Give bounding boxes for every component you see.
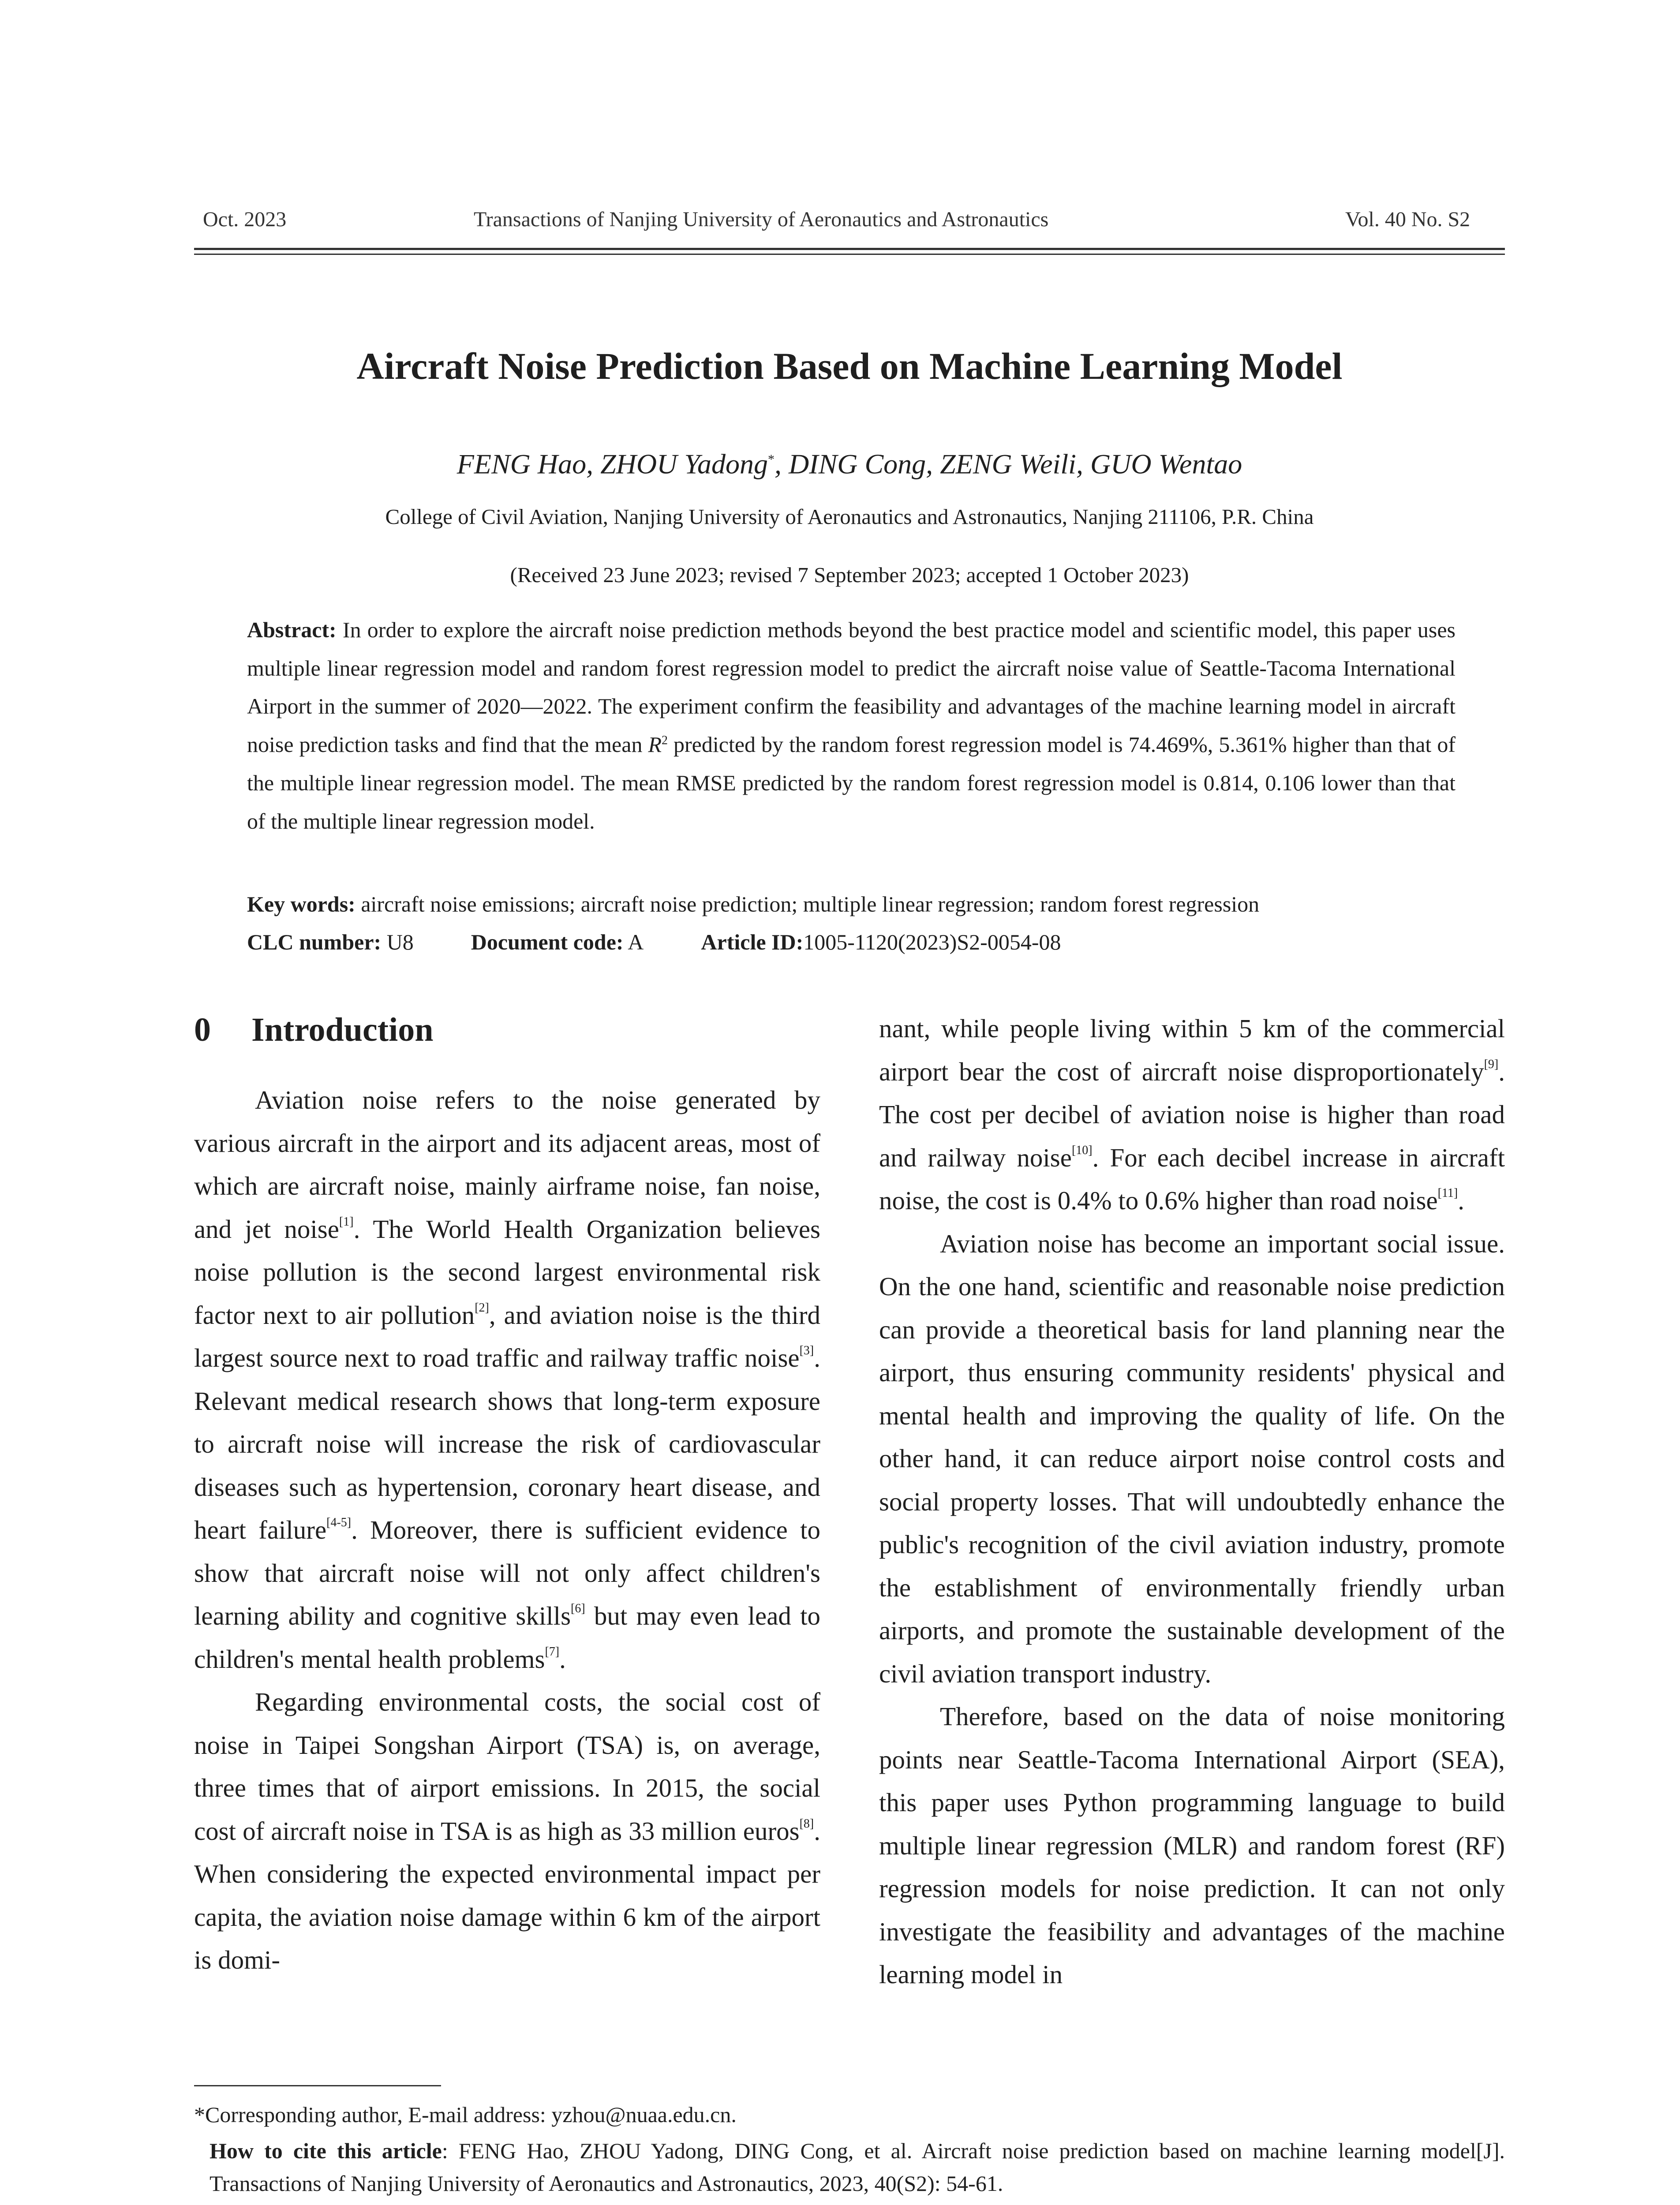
header-rule-thin <box>194 254 1505 255</box>
text-run: . <box>1458 1186 1464 1215</box>
text-run: but may even lead to children's mental health problems <box>194 1601 820 1674</box>
keywords <box>247 886 1456 922</box>
text-run: , and aviation noise is the third largest source next to road traffic and railway traffic noise <box>194 1300 821 1372</box>
classification-line <box>247 924 1456 960</box>
r-squared-symbol: R <box>648 732 662 757</box>
affiliation: College of Civil Aviation, Nanjing University of Aeronautics and Astronautics, Nanjing 211106, P.R. China <box>385 505 1314 529</box>
footnote-rule <box>194 2085 441 2086</box>
citation-ref[interactable]: [7] <box>545 1644 560 1659</box>
abstract-text-2: predicted by the random forest regression model is 74.469%, 5.361% higher than that of the multiple linear regression model. The mean RMSE predicted by the random forest regression model is 0.814, 0.106 lower than that of the multiple linear regression model. <box>247 732 1456 833</box>
keywords-label: Key words: <box>247 892 355 916</box>
author-2: ZHOU Yadong <box>600 448 768 480</box>
text-run: Aviation noise refers to the noise generated by various aircraft in the airport and its adjacent areas, most of which are aircraft noise, mainly airframe noise, fan noise, and jet noise <box>194 1085 820 1244</box>
header-rule-thick <box>194 248 1505 250</box>
paragraph: Therefore, based on the data of noise monitoring points near Seattle-Tacoma International Airport (SEA), this paper uses Python programming language to build multiple linear regression (MLR) and random forest (RF) regression models for noise prediction. It can not only investigate the feasibility and advantages of the machine learning model in <box>879 1702 1505 1989</box>
citation-ref[interactable]: [11] <box>1437 1186 1458 1200</box>
header-date: Oct. 2023 <box>203 208 287 231</box>
cite-text: : FENG Hao, ZHOU Yadong, DING Cong, et al. Aircraft noise prediction based on machine learning model[J]. Transactions of Nanjing University of Aeronautics and Astronautics, 2023, 40(S2): 54-61. <box>210 2138 1505 2196</box>
keywords-text: aircraft noise emissions; aircraft noise prediction; multiple linear regression; random forest regression <box>355 892 1260 916</box>
received-dates: (Received 23 June 2023; revised 7 September 2023; accepted 1 October 2023) <box>510 563 1189 587</box>
citation-ref[interactable]: [9] <box>1484 1057 1499 1071</box>
citation-ref[interactable]: [2] <box>475 1301 489 1315</box>
text-run: . <box>559 1644 566 1674</box>
text-run: . The cost per decibel of aviation noise is higher than road and railway noise <box>879 1057 1505 1172</box>
text-run: . Moreover, there is sufficient evidence to show that aircraft noise will not only affect children's learning ability and cognitive skills <box>194 1515 820 1630</box>
clc-label: CLC number: <box>247 930 382 954</box>
paragraph <box>194 1681 820 1982</box>
paragraph <box>194 1079 820 1681</box>
text-run: . Relevant medical research shows that long-term exposure to aircraft noise will increase the risk of cardiovascular diseases such as hypertension, coronary heart disease, and heart failure <box>194 1343 820 1544</box>
clc-value: U8 <box>381 930 414 954</box>
right-column <box>879 1007 1505 1996</box>
citation-ref[interactable]: [6] <box>571 1602 585 1615</box>
abstract <box>247 611 1456 840</box>
corresponding-mark: * <box>768 452 775 467</box>
header-volume: Vol. 40 No. S2 <box>1345 208 1470 231</box>
text-run: . When considering the expected environmental impact per capita, the aviation noise damage within 6 km of the airport is domi- <box>194 1816 820 1974</box>
abstract-label: Abstract: <box>247 617 337 642</box>
abstract-text-1: In order to explore the aircraft noise prediction methods beyond the best practice model and scientific model, this paper uses multiple linear regression model and random forest regression model to predict the aircraft noise value of Seattle-Tacoma International Airport in the summer of 2020—2022. The experiment confirm the feasibility and advantages of the machine learning model in aircraft noise prediction tasks and find that the mean <box>247 617 1456 757</box>
doc-code-label: Document code: <box>471 930 624 954</box>
author-rest: , DING Cong, ZENG Weili, GUO Wentao <box>775 448 1242 480</box>
text-run: Regarding environmental costs, the social cost of noise in Taipei Songshan Airport (TSA) is, on average, three times that of airport emissions. In 2015, the social cost of aircraft noise in TSA is as high as 33 million euros <box>194 1687 820 1846</box>
citation-ref[interactable]: [8] <box>799 1816 814 1831</box>
header-journal: Transactions of Nanjing University of Aeronautics and Astronautics <box>474 208 1049 231</box>
article-id-label: Article ID: <box>701 930 804 954</box>
corresponding-author-note: *Corresponding author, E-mail address: yzhou@nuaa.edu.cn. <box>194 2102 737 2127</box>
paper-title: Aircraft Noise Prediction Based on Machine Learning Model <box>356 345 1343 387</box>
author-list <box>194 441 1505 482</box>
paragraph <box>879 1007 1505 1222</box>
text-run: . The World Health Organization believes noise pollution is the second largest environmental risk factor next to air pollution <box>194 1214 820 1330</box>
citation-ref[interactable]: [3] <box>799 1344 814 1357</box>
cite-label: How to cite this article <box>210 2138 442 2163</box>
section-heading <box>194 1008 433 1052</box>
section-title: Introduction <box>251 1011 434 1048</box>
citation-ref[interactable]: [4-5] <box>326 1516 352 1529</box>
paragraph: Aviation noise has become an important social issue. On the one hand, scientific and reasonable noise prediction can provide a theoretical basis for land planning near the airport, thus ensuring community residents' physical and mental health and improving the quality of life. On the other hand, it can reduce airport noise control costs and social property losses. That will undoubtedly enhance the public's recognition of the civil aviation industry, promote the establishment of environmentally friendly urban airports, and promote the sustainable development of the civil aviation transport industry. <box>879 1229 1505 1688</box>
article-id-value: 1005-1120(2023)S2-0054-08 <box>803 930 1061 954</box>
author-1: FENG Hao, <box>456 448 601 480</box>
citation-ref[interactable]: [1] <box>339 1215 354 1229</box>
doc-code-value: A <box>623 930 644 954</box>
section-number: 0 <box>194 1011 211 1048</box>
text-run: nant, while people living within 5 km of the commercial airport bear the cost of aircraft noise disproportionately <box>879 1014 1505 1086</box>
left-column <box>194 1079 820 1982</box>
citation-note <box>210 2134 1505 2200</box>
text-run: . For each decibel increase in aircraft noise, the cost is 0.4% to 0.6% higher than road noise <box>879 1143 1505 1215</box>
r-squared-exponent: 2 <box>662 733 668 747</box>
citation-ref[interactable]: [10] <box>1071 1143 1093 1157</box>
